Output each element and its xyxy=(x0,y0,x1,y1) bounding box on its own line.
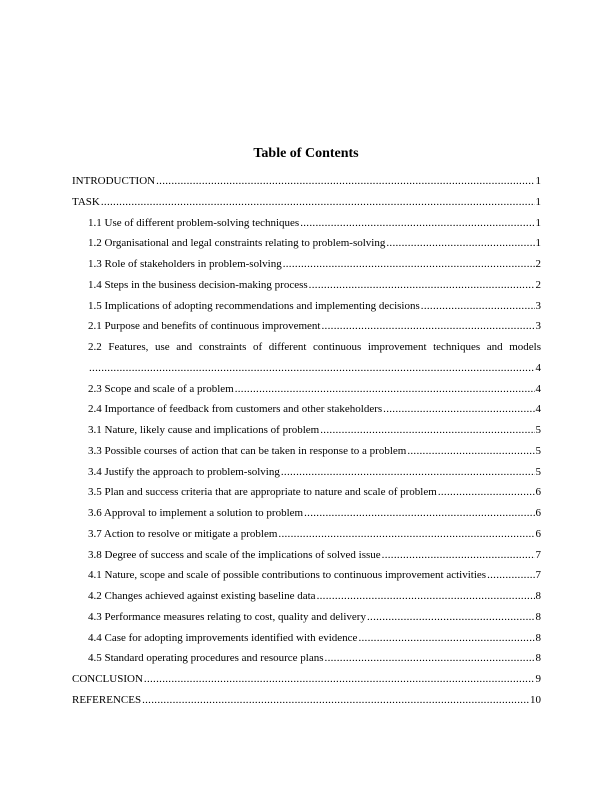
toc-entry-label: 4.2 Changes achieved against existing baseline data xyxy=(88,590,316,602)
toc-entry-introduction[interactable] xyxy=(72,174,541,195)
toc-entry-page: 8 xyxy=(535,590,541,602)
dot-leader xyxy=(300,216,534,230)
toc-entry-3-4[interactable] xyxy=(72,465,541,486)
toc-entry-3-3[interactable] xyxy=(72,444,541,465)
dot-leader xyxy=(322,319,535,333)
toc-entry-label: REFERENCES xyxy=(72,693,142,706)
dot-leader xyxy=(421,299,535,313)
dot-leader xyxy=(317,589,535,603)
toc-entry-page: 8 xyxy=(535,652,541,665)
toc-entry-page: 1 xyxy=(535,237,541,250)
dot-leader xyxy=(235,382,535,396)
toc-entry-label: 2.1 Purpose and benefits of continuous improvement xyxy=(88,320,321,333)
toc-entry-3-8[interactable] xyxy=(72,548,541,569)
toc-entry-3-7[interactable] xyxy=(72,527,541,548)
toc-entry-page: 4 xyxy=(535,403,541,416)
dot-leader xyxy=(382,548,535,562)
toc-entry-label: 4.1 Nature, scope and scale of possible contributions to continuous improvement activities xyxy=(88,569,487,582)
toc-entry-page: 1 xyxy=(535,195,541,208)
toc-entry-2-3[interactable] xyxy=(72,382,541,403)
dot-leader xyxy=(281,465,535,479)
dot-leader xyxy=(383,402,534,416)
toc-entry-1-2[interactable] xyxy=(72,236,541,257)
toc-entry-page: 8 xyxy=(535,610,541,623)
toc-entry-label: 4.4 Case for adopting improvements identified with evidence xyxy=(88,631,358,644)
dot-leader xyxy=(89,361,535,375)
toc-entry-label: TASK xyxy=(72,195,100,208)
toc-entry-references[interactable] xyxy=(72,693,541,714)
dot-leader xyxy=(142,693,529,707)
toc-entry-task[interactable] xyxy=(72,195,541,216)
toc-entry-label: 4.3 Performance measures relating to cost, quality and delivery xyxy=(88,610,366,623)
toc-entry-label: 3.5 Plan and success criteria that are appropriate to nature and scale of problem xyxy=(88,486,437,499)
toc-entry-label: 1.4 Steps in the business decision-making process xyxy=(88,278,308,291)
toc-entry-label: 3.7 Action to resolve or mitigate a problem xyxy=(88,527,278,540)
toc-entry-1-1[interactable] xyxy=(72,216,541,237)
toc-entry-4-5[interactable] xyxy=(72,651,541,672)
toc-entry-label: 1.5 Implications of adopting recommendations and implementing decisions xyxy=(88,299,420,312)
toc-entry-page: 8 xyxy=(535,631,541,644)
toc-entry-page: 7 xyxy=(535,569,541,582)
toc-entry-page: 10 xyxy=(530,693,541,706)
toc-entry-1-5[interactable] xyxy=(72,299,541,320)
toc-entry-label: 3.3 Possible courses of action that can be taken in response to a problem xyxy=(88,444,407,457)
toc-entry-1-3[interactable] xyxy=(72,257,541,278)
toc-entry-page: 7 xyxy=(535,548,541,561)
toc-entry-page: 4 xyxy=(535,382,541,395)
toc-entry-page: 6 xyxy=(535,507,541,519)
toc-entry-2-2[interactable] xyxy=(72,340,541,382)
toc-entry-page: 1 xyxy=(535,216,541,229)
toc-entry-page: 3 xyxy=(535,320,541,333)
toc-entry-label: 2.2 Features, use and constraints of different continuous improvement techniques and models xyxy=(88,341,541,353)
dot-leader xyxy=(367,610,535,624)
toc-entry-label: 4.5 Standard operating procedures and resource plans xyxy=(88,652,324,665)
dot-leader xyxy=(283,257,535,271)
toc-entry-2-4[interactable] xyxy=(72,402,541,423)
toc-entry-page: 6 xyxy=(535,486,541,499)
toc-entry-1-4[interactable] xyxy=(72,278,541,299)
toc-entry-label: 2.4 Importance of feedback from customers and other stakeholders xyxy=(88,403,383,416)
toc-title: Table of Contents xyxy=(253,146,359,161)
dot-leader xyxy=(304,506,534,520)
toc-entry-label: INTRODUCTION xyxy=(72,175,156,187)
toc-entry-label: 3.1 Nature, likely cause and implications of problem xyxy=(88,424,320,436)
toc-entry-label: 1.2 Organisational and legal constraints relating to problem-solving xyxy=(88,237,386,250)
toc-entry-page: 9 xyxy=(535,673,541,685)
dot-leader xyxy=(278,527,534,541)
toc-entry-label: 2.3 Scope and scale of a problem xyxy=(88,382,234,395)
dot-leader xyxy=(438,485,535,499)
toc-entry-conclusion[interactable] xyxy=(72,672,541,693)
dot-leader xyxy=(386,236,534,250)
dot-leader xyxy=(101,195,535,209)
dot-leader xyxy=(358,631,534,645)
toc-entry-4-3[interactable] xyxy=(72,610,541,631)
toc-entry-label: 3.4 Justify the approach to problem-solving xyxy=(88,465,280,478)
dot-leader xyxy=(325,651,535,665)
toc-entry-page: 5 xyxy=(535,465,541,478)
toc-list xyxy=(72,174,541,714)
toc-entry-3-6[interactable] xyxy=(72,506,541,527)
dot-leader xyxy=(320,423,534,437)
dot-leader xyxy=(156,174,534,188)
toc-entry-4-2[interactable] xyxy=(72,589,541,610)
toc-entry-page: 1 xyxy=(535,175,541,187)
toc-entry-page: 2 xyxy=(535,278,541,291)
toc-entry-label: 1.3 Role of stakeholders in problem-solving xyxy=(88,258,282,270)
toc-entry-3-5[interactable] xyxy=(72,485,541,506)
toc-entry-label: 3.6 Approval to implement a solution to problem xyxy=(88,507,304,519)
toc-entry-4-1[interactable] xyxy=(72,568,541,589)
toc-entry-page: 6 xyxy=(535,527,541,540)
toc-entry-label: CONCLUSION xyxy=(72,673,143,685)
toc-entry-page: 5 xyxy=(535,424,541,436)
toc-entry-label: 1.1 Use of different problem-solving techniques xyxy=(88,216,300,229)
toc-entry-page: 2 xyxy=(535,258,541,270)
toc-entry-label: 3.8 Degree of success and scale of the implications of solved issue xyxy=(88,548,381,561)
dot-leader xyxy=(144,672,535,686)
toc-entry-2-1[interactable] xyxy=(72,319,541,340)
toc-entry-4-4[interactable] xyxy=(72,631,541,652)
toc-entry-3-1[interactable] xyxy=(72,423,541,444)
toc-entry-page: 3 xyxy=(535,299,541,312)
toc-entry-page: 4 xyxy=(535,361,541,374)
dot-leader xyxy=(407,444,534,458)
dot-leader xyxy=(309,278,535,292)
toc-entry-page: 5 xyxy=(535,444,541,457)
dot-leader xyxy=(487,568,534,582)
